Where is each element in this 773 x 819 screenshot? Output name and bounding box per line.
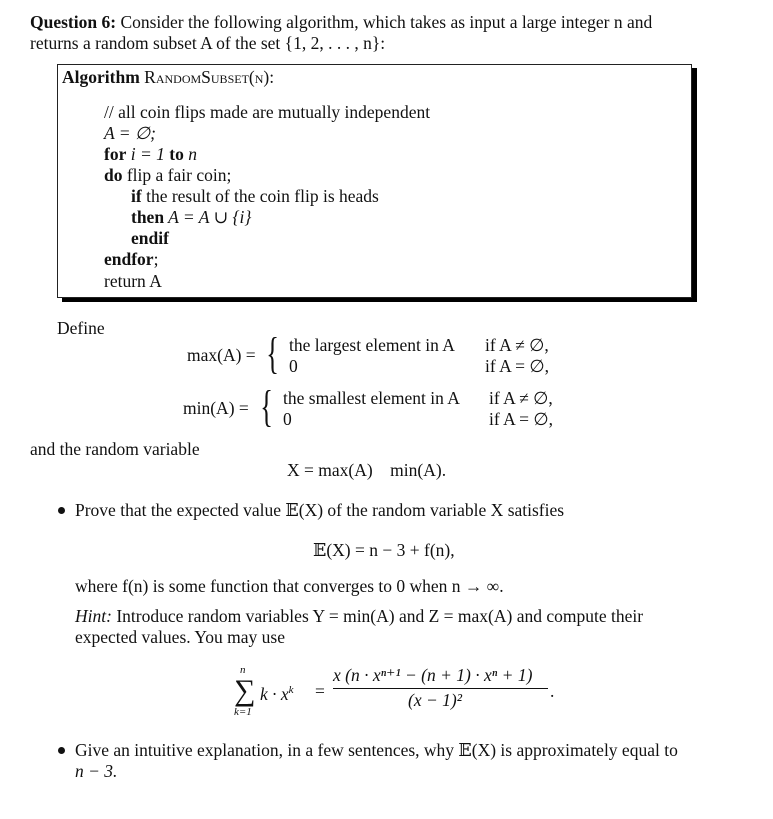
max-case-2: 0 xyxy=(289,356,298,376)
question-label: Question 6: xyxy=(30,12,117,32)
where-text: where f(n) is some function that converges to 0 when n → ∞. xyxy=(75,576,504,596)
question-line-2: returns a random subset A of the set {1, 2, . . . , n}: xyxy=(30,33,386,53)
code-line-init: A = ∅; xyxy=(104,123,157,143)
code-line-if xyxy=(131,186,379,206)
question-text: Consider the following algorithm, which takes as input a large integer n and xyxy=(120,12,653,32)
algorithm-name: RandomSubset(n): xyxy=(144,67,275,87)
code-line-do xyxy=(104,165,231,185)
for-range: i = 1 xyxy=(126,144,170,164)
task-1-text: Prove that the expected value 𝔼(X) of the random variable X satisfies xyxy=(75,500,565,520)
kw-endfor: endfor xyxy=(104,249,154,269)
min-cond-2: if A = ∅, xyxy=(489,409,554,429)
code-line-endif: endif xyxy=(131,228,169,248)
expectation-formula: 𝔼(X) = n − 3 + f(n), xyxy=(313,540,455,560)
min-cond-1: if A ≠ ∅, xyxy=(489,388,553,408)
task-2-line-1: Give an intuitive explanation, in a few sentences, why 𝔼(X) is approximately equal to xyxy=(75,740,678,760)
fraction-denominator: (x − 1)² xyxy=(408,690,462,710)
code-line-comment: // all coin flips made are mutually independent xyxy=(104,102,431,122)
min-brace: { xyxy=(260,382,273,431)
algorithm-title xyxy=(62,67,274,87)
sum-upper: n xyxy=(240,664,246,676)
task-2-line-2: n − 3. xyxy=(75,761,118,781)
code-line-endfor xyxy=(104,249,158,269)
then-text: A = A ∪ {i} xyxy=(164,207,252,227)
algorithm-keyword: Algorithm xyxy=(62,67,140,87)
min-lhs: min(A) = xyxy=(183,398,249,418)
formula-period: . xyxy=(550,681,555,701)
hint-label: Hint: xyxy=(75,606,112,626)
code-line-return: return A xyxy=(104,271,162,291)
max-case-1: the largest element in A xyxy=(289,335,455,355)
define-label: Define xyxy=(57,318,105,338)
hint-text: Introduce random variables Y = min(A) and Z = max(A) and compute their xyxy=(111,606,644,626)
hint-line-1 xyxy=(75,606,643,626)
sum-term xyxy=(260,680,294,704)
sum-symbol: ∑ xyxy=(234,674,256,707)
sum-term-base: k · x xyxy=(260,683,289,704)
endfor-semicolon: ; xyxy=(153,249,159,269)
kw-do: do xyxy=(104,165,123,185)
kw-for: for xyxy=(104,144,127,164)
sum-equals: = xyxy=(315,681,325,701)
min-case-1: the smallest element in A xyxy=(283,388,460,408)
fraction-numerator: x (n · xⁿ⁺¹ − (n + 1) · xⁿ + 1) xyxy=(333,665,533,685)
x-definition: X = max(A) min(A). xyxy=(287,460,447,480)
kw-to: to xyxy=(169,144,184,164)
if-text: the result of the coin flip is heads xyxy=(141,186,379,206)
random-variable-text: and the random variable xyxy=(30,439,200,459)
code-line-for xyxy=(104,144,197,164)
sum-term-exponent: k xyxy=(288,684,294,696)
for-end: n xyxy=(183,144,197,164)
kw-then: then xyxy=(131,207,165,227)
code-line-then xyxy=(131,207,251,227)
max-cond-2: if A = ∅, xyxy=(485,356,550,376)
min-case-2: 0 xyxy=(283,409,292,429)
max-lhs: max(A) = xyxy=(187,345,256,365)
max-brace: { xyxy=(266,329,279,378)
bullet-icon xyxy=(58,507,65,514)
sum-lower: k=1 xyxy=(234,706,252,718)
max-cond-1: if A ≠ ∅, xyxy=(485,335,549,355)
question-line-1 xyxy=(30,12,652,32)
hint-line-2: expected values. You may use xyxy=(75,627,285,647)
do-text: flip a fair coin; xyxy=(122,165,232,185)
kw-if: if xyxy=(131,186,142,206)
bullet-icon xyxy=(58,747,65,754)
